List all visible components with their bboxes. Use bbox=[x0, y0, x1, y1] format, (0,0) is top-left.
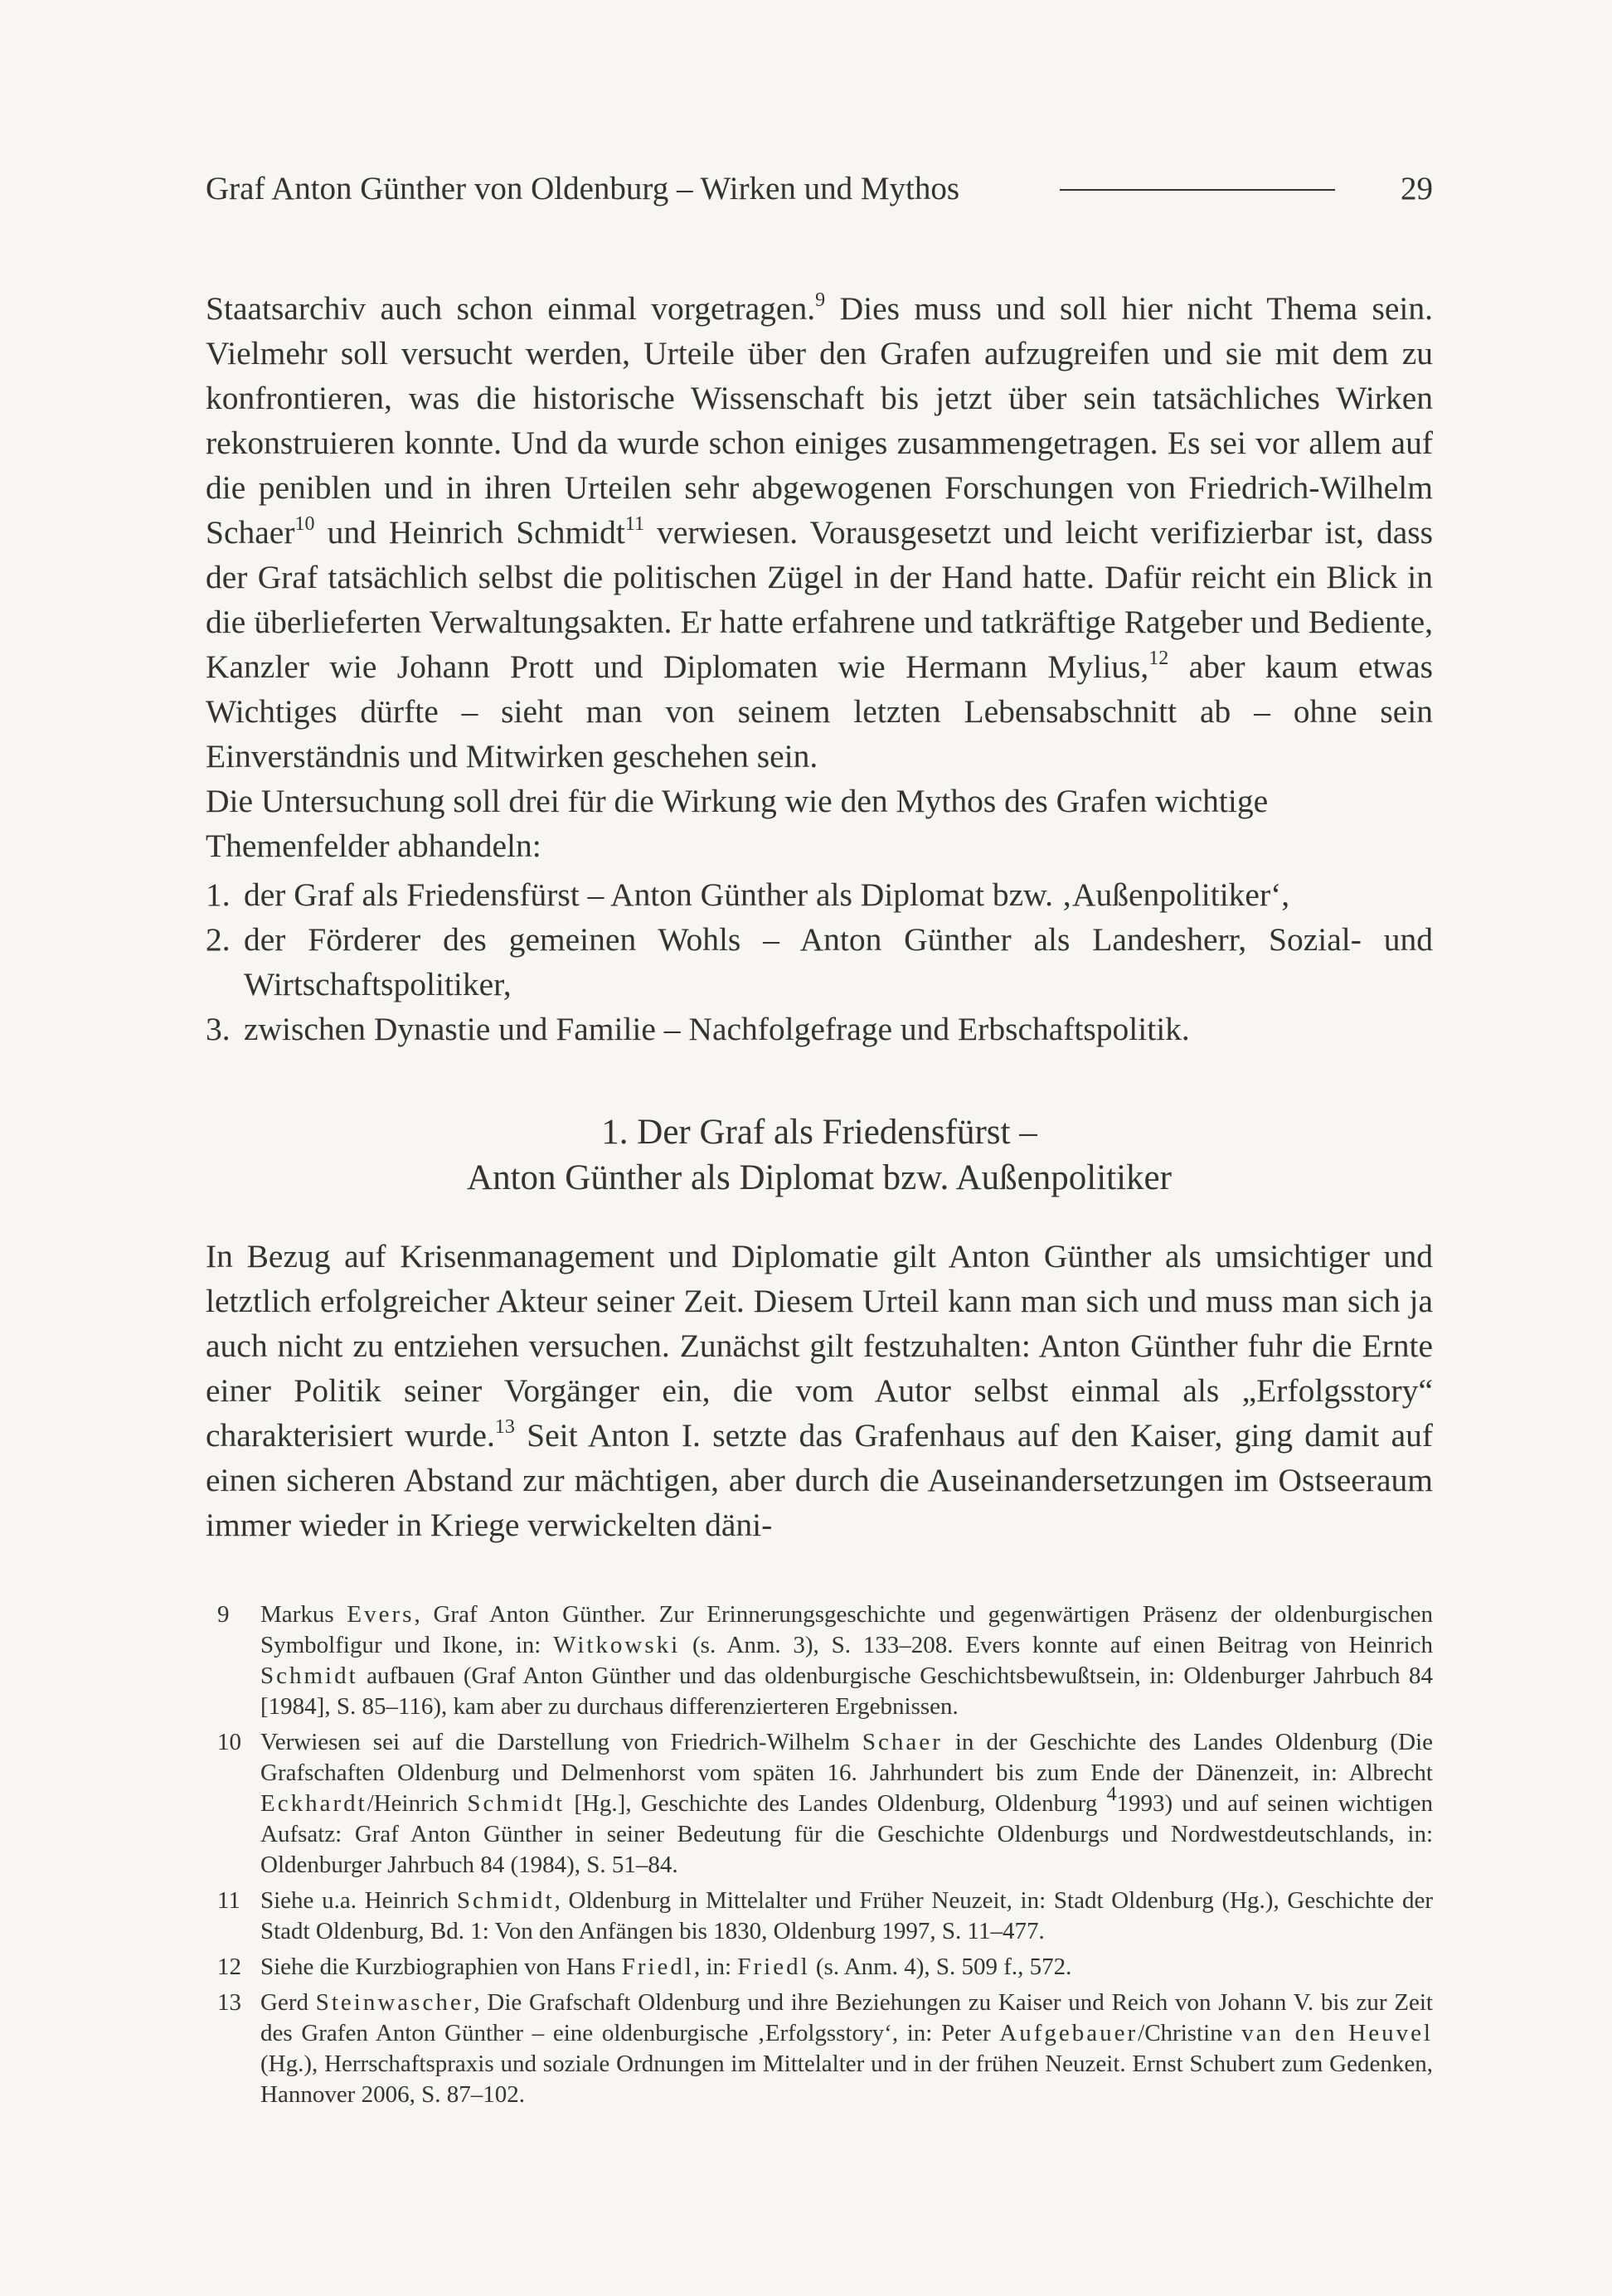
text-run: Verwiesen sei auf die Darstellung von Friedrich-Wilhelm bbox=[260, 1729, 862, 1755]
text-run: In Bezug auf Krisenmanagement und Diplomatie gilt Anton Günther als umsichtiger und letztlich erfolgreicher Akteur seiner Zeit. Diesem Urteil kann man sich und muss man sich ja auch nicht zu entziehen versuchen. Zunächst gilt festzuhalten: Anton Günther fuhr die Ernte einer Politik seiner Vorgänger ein, die vom Autor selbst einmal als „Erfolgsstory“ charakterisiert wurde. bbox=[206, 1238, 1433, 1454]
footnote-11 bbox=[217, 1886, 1433, 1947]
list-number: 1. bbox=[206, 876, 231, 913]
header-rule bbox=[1060, 189, 1335, 191]
list-number: 3. bbox=[206, 1011, 231, 1047]
author-name: Evers bbox=[347, 1601, 415, 1628]
author-name: Friedl bbox=[737, 1954, 810, 1980]
text-run: Siehe u.a. Heinrich bbox=[260, 1887, 457, 1914]
footnote-12 bbox=[217, 1952, 1433, 1983]
author-name: Aufgebauer bbox=[999, 2020, 1139, 2046]
list-item bbox=[206, 917, 1433, 1007]
edition-superscript: 4 bbox=[1106, 1784, 1117, 1806]
author-name: Schaer bbox=[862, 1729, 943, 1755]
text-run: Seit Anton I. setzte das Grafenhaus auf den Kaiser, ging damit auf einen sicheren Abstand zur mächtigen, aber durch die Auseinandersetzungen im Ostseeraum immer wieder in Kriege verwickelten däni- bbox=[206, 1417, 1434, 1543]
footnote-number: 12 bbox=[217, 1954, 241, 1980]
text-run: Staatsarchiv auch schon einmal vorgetragen. bbox=[206, 290, 816, 327]
text-run: verwiesen. Vorausgesetzt und leicht verifizierbar ist, dass der Graf tatsächlich selbst die politischen Zügel in der Hand hatte. Dafür reicht ein Blick in die überlieferten Verwaltungsakten. Er hatte erfahrene und tatkräftige Ratgeber und Bediente, Kanzler wie Johann Prott und Diplomaten wie Hermann Mylius, bbox=[206, 514, 1433, 685]
text-run: und Heinrich Schmidt bbox=[314, 514, 625, 551]
text-run: , Die Grafschaft Oldenburg und ihre Beziehungen zu Kaiser und Reich von Johann V. bis zur Zeit des Grafen Anton Günther – eine oldenburgische ‚Erfolgsstory‘, in: Peter bbox=[260, 1989, 1433, 2046]
text-run: [Hg.], Geschichte des Landes Oldenburg, Oldenburg bbox=[565, 1790, 1107, 1817]
list-item-text: der Förderer des gemeinen Wohls – Anton Günther als Landesherr, Sozial- und Wirtschaftspolitiker, bbox=[244, 921, 1433, 1002]
list-item-text: der Graf als Friedensfürst – Anton Günther als Diplomat bzw. ‚Außenpolitiker‘, bbox=[244, 876, 1290, 913]
footnote-ref-11[interactable]: 11 bbox=[624, 512, 644, 535]
paragraph bbox=[206, 1234, 1433, 1547]
running-title: Graf Anton Günther von Oldenburg – Wirken und Mythos bbox=[206, 171, 960, 206]
footnote-number: 11 bbox=[217, 1887, 240, 1914]
footnote-13 bbox=[217, 1988, 1433, 2110]
author-name: Steinwascher bbox=[315, 1989, 474, 2016]
author-name: van den Heuvel bbox=[1241, 2020, 1433, 2046]
list-item bbox=[206, 1007, 1433, 1051]
section-heading-line1: 1. Der Graf als Friedensfürst – bbox=[601, 1113, 1037, 1152]
list-item bbox=[206, 872, 1433, 917]
footnote-ref-9[interactable]: 9 bbox=[815, 289, 826, 311]
text-run: (s. Anm. 4), S. 509 f., 572. bbox=[809, 1954, 1072, 1980]
text-run: aufbauen (Graf Anton Günther und das oldenburgische Geschichtsbewußtsein, in: Oldenburger Jahrbuch 84 [1984], S. 85–116), kam aber zu durchaus differenzierteren Ergebnissen. bbox=[260, 1663, 1433, 1720]
list-number: 2. bbox=[206, 921, 231, 958]
body-text-section1 bbox=[206, 1234, 1433, 1547]
text-run: /Heinrich bbox=[367, 1790, 468, 1817]
footnote-number: 13 bbox=[217, 1989, 241, 2016]
topic-list bbox=[206, 872, 1433, 1051]
text-run: Markus bbox=[260, 1601, 347, 1628]
text-run: Siehe die Kurzbiographien von Hans bbox=[260, 1954, 622, 1980]
footnotes bbox=[217, 1599, 1433, 2115]
text-run: , Oldenburg in Mittelalter und Früher Neuzeit, in: Stadt Oldenburg (Hg.), Geschichte der Stadt Oldenburg, Bd. 1: Von den Anfängen bis 1830, Oldenburg 1997, S. 11–477. bbox=[260, 1887, 1433, 1944]
author-name: Schmidt bbox=[260, 1663, 358, 1689]
list-item-text: zwischen Dynastie und Familie – Nachfolgefrage und Erbschaftspolitik. bbox=[244, 1011, 1190, 1047]
section-heading-line2: Anton Günther als Diplomat bzw. Außenpolitiker bbox=[467, 1158, 1172, 1197]
author-name: Eckhardt bbox=[260, 1790, 367, 1817]
text-run: aber kaum etwas Wichtiges dürfte – sieht man von seinem letzten Lebensabschnitt ab – ohne sein Einverständnis und Mitwirken geschehen sein. bbox=[206, 648, 1433, 774]
footnote-ref-12[interactable]: 12 bbox=[1148, 647, 1169, 669]
author-name: Schmidt bbox=[456, 1887, 555, 1914]
text-run: (s. Anm. 3), S. 133–208. Evers konnte auf einen Beitrag von Heinrich bbox=[680, 1632, 1433, 1658]
text-run: /Christine bbox=[1138, 2020, 1242, 2046]
footnote-number: 10 bbox=[217, 1729, 241, 1755]
text-run: , Graf Anton Günther. Zur Erinnerungsgeschichte und gegenwärtigen Präsenz der oldenburgischen Symbolfigur und Ikone, in: bbox=[260, 1601, 1433, 1658]
author-name: Witkowski bbox=[553, 1632, 681, 1658]
text-run: Dies muss und soll hier nicht Thema sein. Vielmehr soll versucht werden, Urteile über den Grafen aufzugreifen und sie mit dem zu konfrontieren, was die historische Wissenschaft bis jetzt über sein tatsächliches Wirken rekonstruieren konnte. Und da wurde schon einiges zusammengetragen. Es sei vor allem auf die peniblen und in ihren Urteilen sehr abgewogenen Forschungen von Friedrich-Wilhelm Schaer bbox=[206, 290, 1433, 551]
running-header bbox=[206, 166, 1433, 212]
footnote-10 bbox=[217, 1727, 1433, 1881]
page-number: 29 bbox=[1401, 171, 1433, 206]
text-run: in der Geschichte des Landes Oldenburg (Die Grafschaften Oldenburg und Delmenhorst vom späten 16. Jahrhundert bis zum Ende der Dänenzeit, in: Albrecht bbox=[260, 1729, 1433, 1786]
text-run: , in: bbox=[693, 1954, 738, 1980]
paragraph bbox=[206, 286, 1433, 779]
text-run: 1993) und auf seinen wichtigen Aufsatz: Graf Anton Günther in seiner Bedeutung für die Geschichte Oldenburgs und Nordwestdeutschlands, in: Oldenburger Jahrbuch 84 (1984), S. 51–84. bbox=[260, 1790, 1433, 1878]
footnote-ref-10[interactable]: 10 bbox=[294, 512, 315, 535]
text-run: (Hg.), Herrschaftspraxis und soziale Ordnungen im Mittelalter und in der frühen Neuzeit. Ernst Schubert zum Gedenken, Hannover 2006, S. 87–102. bbox=[260, 2051, 1433, 2108]
section-heading bbox=[206, 1109, 1433, 1201]
author-name: Schmidt bbox=[467, 1790, 566, 1817]
paragraph: Die Untersuchung soll drei für die Wirkung wie den Mythos des Grafen wichtige Themenfelder abhandeln: bbox=[206, 783, 1269, 864]
footnote-number: 9 bbox=[217, 1601, 230, 1628]
footnote-9 bbox=[217, 1599, 1433, 1722]
text-run: Gerd bbox=[260, 1989, 316, 2016]
body-text-intro bbox=[206, 286, 1433, 868]
footnote-ref-13[interactable]: 13 bbox=[494, 1415, 515, 1438]
author-name: Friedl bbox=[621, 1954, 694, 1980]
